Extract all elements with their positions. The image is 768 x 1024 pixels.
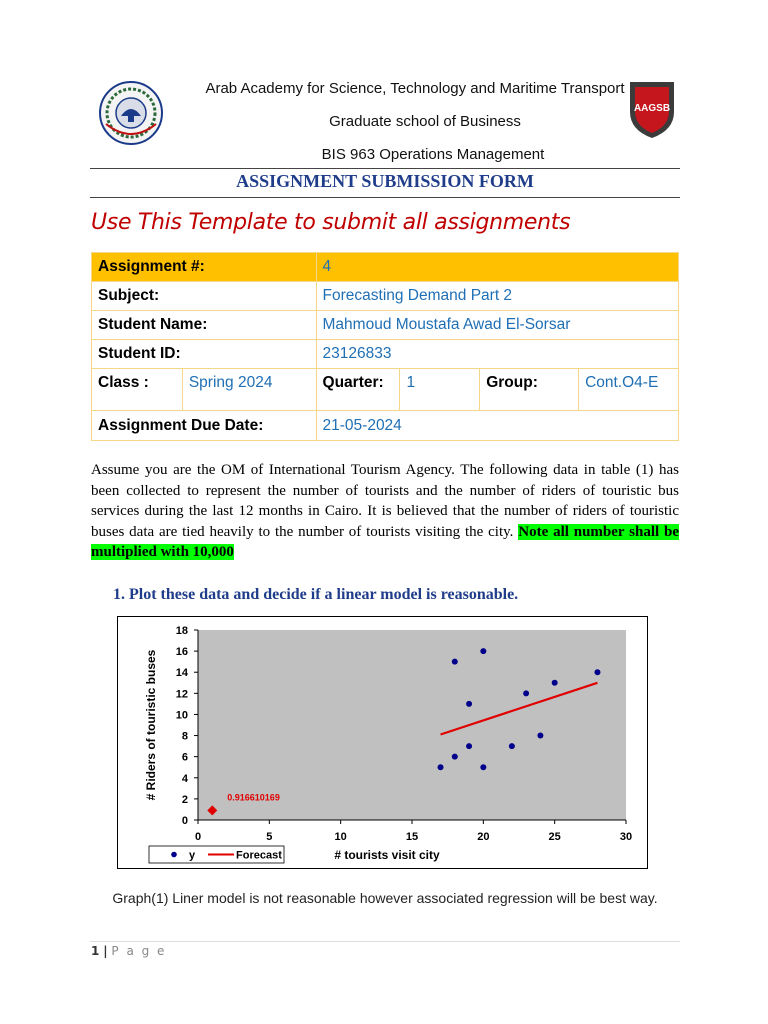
question-1: 1. Plot these data and decide if a linear model is reasonable. xyxy=(113,586,519,603)
school-name: Graduate school of Business xyxy=(329,113,521,130)
student-id-value: 23126833 xyxy=(316,340,678,369)
data-point xyxy=(523,690,529,696)
institution-name: Arab Academy for Science, Technology and Maritime Transport xyxy=(205,80,625,97)
data-point xyxy=(452,659,458,665)
quarter-value: 1 xyxy=(400,369,480,411)
problem-text: Assume you are the OM of International Tourism Agency. The following data in table (1) has been collected to represent the number of tourists and the number of riders of touristic bus services during the last 12 months in Cairo. It is believed that the number of riders of touristic buses data are tied heavily to the number of tourists visiting the city. xyxy=(91,462,679,540)
student-id-row xyxy=(92,340,679,369)
student-id-label: Student ID: xyxy=(92,340,317,369)
subject-value: Forecasting Demand Part 2 xyxy=(316,282,678,311)
y-tick-label: 0 xyxy=(181,815,188,827)
y-tick-label: 14 xyxy=(175,667,188,680)
page-footer xyxy=(91,944,166,958)
data-point xyxy=(552,680,558,686)
assignment-number-label: Assignment #: xyxy=(92,253,317,282)
page-word: P a g e xyxy=(111,944,167,958)
legend-label-forecast: Forecast xyxy=(236,849,282,862)
x-tick-label: 30 xyxy=(619,831,633,843)
due-date-label: Assignment Due Date: xyxy=(92,411,317,441)
assignment-info-table xyxy=(91,252,679,441)
x-tick-label: 0 xyxy=(194,831,202,843)
page-number: 1 xyxy=(91,944,100,958)
group-value: Cont.O4-E xyxy=(579,369,679,411)
data-point xyxy=(480,764,486,770)
y-tick-label: 2 xyxy=(181,793,188,806)
template-instruction: Use This Template to submit all assignments xyxy=(91,210,571,235)
class-label: Class : xyxy=(92,369,183,411)
y-tick-label: 4 xyxy=(181,772,188,785)
y-tick-label: 16 xyxy=(175,646,188,659)
svg-text:AAGSB: AAGSB xyxy=(633,103,671,114)
annotation-label: 0.916610169 xyxy=(227,792,280,803)
chart-svg xyxy=(117,616,648,869)
student-name-row xyxy=(92,311,679,340)
footer-rule xyxy=(90,941,680,942)
due-date-value: 21-05-2024 xyxy=(316,411,678,441)
highlighted-note: Note all number shall be multiplied with 10,000 xyxy=(91,523,680,561)
legend-label-y: y xyxy=(189,849,196,862)
legend-marker-y xyxy=(171,852,177,858)
scatter-chart xyxy=(117,616,648,869)
quarter-label: Quarter: xyxy=(316,369,400,411)
data-point xyxy=(594,669,600,675)
data-point xyxy=(452,754,458,760)
subject-row xyxy=(92,282,679,311)
y-tick-label: 18 xyxy=(175,625,188,637)
page-separator: | xyxy=(103,944,108,958)
due-date-row xyxy=(92,411,679,441)
letterhead xyxy=(90,72,680,170)
class-row xyxy=(92,369,679,411)
aagsb-shield-logo xyxy=(626,78,678,140)
data-point xyxy=(466,701,472,707)
x-axis-label: # tourists visit city xyxy=(334,848,440,862)
x-tick-label: 5 xyxy=(266,831,273,843)
x-tick-label: 20 xyxy=(477,831,490,843)
y-tick-label: 6 xyxy=(181,751,188,764)
x-tick-label: 10 xyxy=(334,831,347,843)
data-point xyxy=(466,743,472,749)
title-bottom-rule xyxy=(90,197,680,198)
title-top-rule xyxy=(90,168,680,169)
course-name: BIS 963 Operations Management xyxy=(321,146,545,163)
student-name-label: Student Name: xyxy=(92,311,317,340)
y-tick-label: 8 xyxy=(181,730,188,743)
student-name-value: Mahmoud Moustafa Awad El-Sorsar xyxy=(316,311,678,340)
data-point xyxy=(480,648,486,654)
x-tick-label: 15 xyxy=(405,831,419,843)
assignment-number-value: 4 xyxy=(316,253,678,282)
y-axis-label: # Riders of touristic buses xyxy=(144,649,158,801)
group-label: Group: xyxy=(480,369,579,411)
y-tick-label: 12 xyxy=(175,688,188,701)
problem-paragraph xyxy=(91,460,679,563)
class-value: Spring 2024 xyxy=(182,369,316,411)
x-tick-label: 25 xyxy=(548,831,561,843)
form-title: ASSIGNMENT SUBMISSION FORM xyxy=(236,171,534,191)
chart-legend xyxy=(149,846,284,863)
subject-label: Subject: xyxy=(92,282,317,311)
y-tick-label: 10 xyxy=(175,709,188,722)
data-point xyxy=(537,733,543,739)
graph-caption: Graph(1) Liner model is not reasonable however associated regression will be best way. xyxy=(112,890,658,906)
assignment-number-row xyxy=(92,253,679,282)
data-point xyxy=(509,743,515,749)
data-point xyxy=(438,764,444,770)
